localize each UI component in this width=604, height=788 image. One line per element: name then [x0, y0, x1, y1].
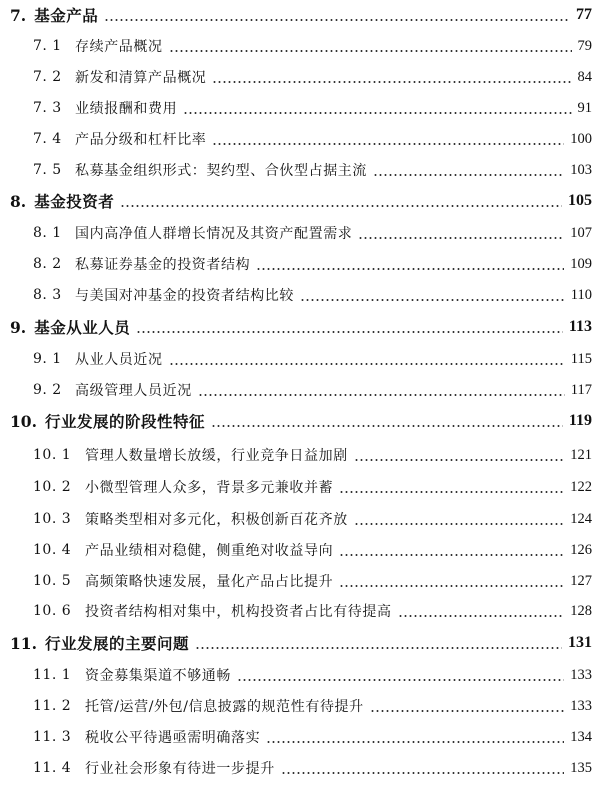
toc-section-10-1[interactable] [0, 440, 604, 470]
dot-leader [354, 523, 564, 525]
toc-section-11-4[interactable] [0, 753, 604, 783]
toc-title: 从业人员近况 [75, 352, 163, 368]
toc-number: 8. 1 [33, 225, 62, 241]
toc-number: 10. 5 [33, 573, 72, 589]
toc-number: 7. 4 [33, 131, 62, 147]
dot-leader [339, 554, 564, 556]
toc-page-number: 131 [568, 634, 592, 651]
toc-page-number: 77 [576, 6, 592, 23]
toc-section-9-1[interactable] [0, 344, 604, 374]
toc-page-number: 91 [577, 99, 592, 116]
toc-section-7-5[interactable] [0, 155, 604, 185]
dot-leader [354, 459, 564, 461]
toc-title: 产品分级和杠杆比率 [75, 132, 207, 148]
toc-section-7-4[interactable] [0, 124, 604, 154]
toc-section-8-3[interactable] [0, 280, 604, 310]
toc-section-11-3[interactable] [0, 722, 604, 752]
toc-number: 8. 2 [33, 256, 62, 272]
toc-number: 11. 3 [33, 729, 72, 745]
toc-page-number: 119 [568, 412, 592, 429]
toc-number: 7. 2 [33, 69, 62, 85]
toc-title: 业绩报酬和费用 [75, 101, 178, 117]
toc-number: 11. 4 [33, 760, 72, 776]
toc-chapter-11[interactable] [0, 628, 604, 658]
toc-title: 策略类型相对多元化，积极创新百花齐放 [85, 512, 348, 528]
toc-section-7-2[interactable] [0, 62, 604, 92]
toc-number: 7. 5 [33, 162, 62, 178]
dot-leader [398, 615, 565, 617]
toc-number: 11. 1 [33, 667, 72, 683]
toc-section-9-2[interactable] [0, 375, 604, 405]
dot-leader [195, 647, 562, 649]
toc-title: 税收公平待遇亟需明确落实 [85, 730, 261, 746]
dot-leader [373, 174, 564, 176]
toc-title: 高频策略快速发展，量化产品占比提升 [85, 574, 334, 590]
toc-page-number: 122 [570, 478, 592, 495]
toc-number: 11. [10, 633, 37, 653]
toc-page-number: 127 [570, 572, 592, 589]
toc-page-number: 124 [570, 510, 592, 527]
toc-number: 10. [10, 411, 37, 431]
toc-section-7-3[interactable] [0, 93, 604, 123]
toc-title: 私募证券基金的投资者结构 [75, 257, 251, 273]
toc-title: 与美国对冲基金的投资者结构比较 [75, 288, 294, 304]
toc-section-10-2[interactable] [0, 472, 604, 502]
toc-title: 资金募集渠道不够通畅 [85, 668, 231, 684]
toc-section-11-2[interactable] [0, 691, 604, 721]
toc-page-number: 109 [570, 255, 592, 272]
dot-leader [358, 237, 564, 239]
toc-page-number: 84 [577, 68, 592, 85]
toc-page-number: 135 [570, 759, 592, 776]
toc-title: 高级管理人员近况 [75, 383, 192, 399]
toc-title: 国内高净值人群增长情况及其资产配置需求 [75, 226, 353, 242]
dot-leader [339, 491, 564, 493]
toc-number: 7. [10, 5, 27, 25]
toc-title: 行业发展的阶段性特征 [44, 412, 205, 431]
toc-number: 9. [10, 317, 27, 337]
toc-page-number: 128 [570, 602, 592, 619]
toc-chapter-9[interactable] [0, 312, 604, 342]
toc-title: 行业社会形象有待进一步提升 [85, 761, 275, 777]
dot-leader [370, 710, 565, 712]
toc-page-number: 107 [570, 224, 592, 241]
toc-section-8-1[interactable] [0, 218, 604, 248]
toc-number: 7. 3 [33, 100, 62, 116]
toc-chapter-8[interactable] [0, 186, 604, 216]
toc-section-11-1[interactable] [0, 660, 604, 690]
toc-title: 管理人数量增长放缓，行业竞争日益加剧 [85, 448, 348, 464]
toc-page-number: 105 [568, 192, 592, 209]
toc-page-number: 134 [570, 728, 592, 745]
toc-page-number: 126 [570, 541, 592, 558]
dot-leader [198, 394, 565, 396]
dot-leader [183, 112, 571, 114]
toc-number: 11. 2 [33, 698, 72, 714]
toc-title: 产品业绩相对稳健，侧重绝对收益导向 [85, 543, 334, 559]
dot-leader [212, 81, 571, 83]
dot-leader [237, 679, 564, 681]
toc-title: 基金从业人员 [34, 318, 131, 337]
toc-number: 7. 1 [33, 38, 62, 54]
toc-title: 新发和清算产品概况 [75, 70, 207, 86]
toc-number: 10. 2 [33, 479, 72, 495]
toc-title: 投资者结构相对集中，机构投资者占比有待提高 [85, 604, 392, 620]
dot-leader [256, 268, 564, 270]
toc-number: 8. [10, 191, 27, 211]
toc-page-number: 113 [568, 318, 592, 335]
toc-page-number: 121 [570, 446, 592, 463]
dot-leader [120, 205, 562, 207]
toc-title: 基金产品 [34, 6, 99, 25]
dot-leader [169, 363, 565, 365]
dot-leader [136, 331, 563, 333]
dot-leader [300, 299, 565, 301]
toc-title: 私募基金组织形式：契约型、合伙型占据主流 [75, 163, 367, 179]
toc-page-number: 79 [577, 37, 592, 54]
toc-number: 8. 3 [33, 287, 62, 303]
toc-section-8-2[interactable] [0, 249, 604, 279]
toc-number: 10. 4 [33, 542, 72, 558]
dot-leader [169, 50, 572, 52]
toc-page-number: 103 [570, 161, 592, 178]
toc-section-10-5[interactable] [0, 566, 604, 596]
toc-title: 存续产品概况 [75, 39, 163, 55]
toc-page-number: 117 [570, 381, 592, 398]
toc-page-number: 110 [570, 286, 592, 303]
toc-number: 10. 1 [33, 447, 72, 463]
toc-title: 托管/运营/外包/信息披露的规范性有待提升 [85, 699, 364, 715]
toc-section-10-3[interactable] [0, 504, 604, 534]
dot-leader [211, 425, 563, 427]
toc-chapter-7[interactable] [0, 0, 604, 30]
toc-title: 行业发展的主要问题 [44, 634, 189, 653]
toc-number: 10. 3 [33, 511, 72, 527]
toc-title: 小微型管理人众多，背景多元兼收并蓄 [85, 480, 334, 496]
dot-leader [281, 772, 564, 774]
toc-page-number: 133 [570, 697, 592, 714]
toc-chapter-10[interactable] [0, 406, 604, 436]
toc-page-number: 100 [570, 130, 592, 147]
dot-leader [339, 585, 564, 587]
toc-section-10-4[interactable] [0, 535, 604, 565]
dot-leader [104, 19, 570, 21]
toc-page-number: 133 [570, 666, 592, 683]
dot-leader [212, 143, 564, 145]
toc-title: 基金投资者 [34, 192, 115, 211]
toc-number: 10. 6 [33, 603, 72, 619]
toc-number: 9. 1 [33, 351, 62, 367]
dot-leader [266, 741, 564, 743]
toc-number: 9. 2 [33, 382, 62, 398]
toc-section-7-1[interactable] [0, 31, 604, 61]
toc-section-10-6[interactable] [0, 596, 604, 626]
toc-page-number: 115 [570, 350, 592, 367]
